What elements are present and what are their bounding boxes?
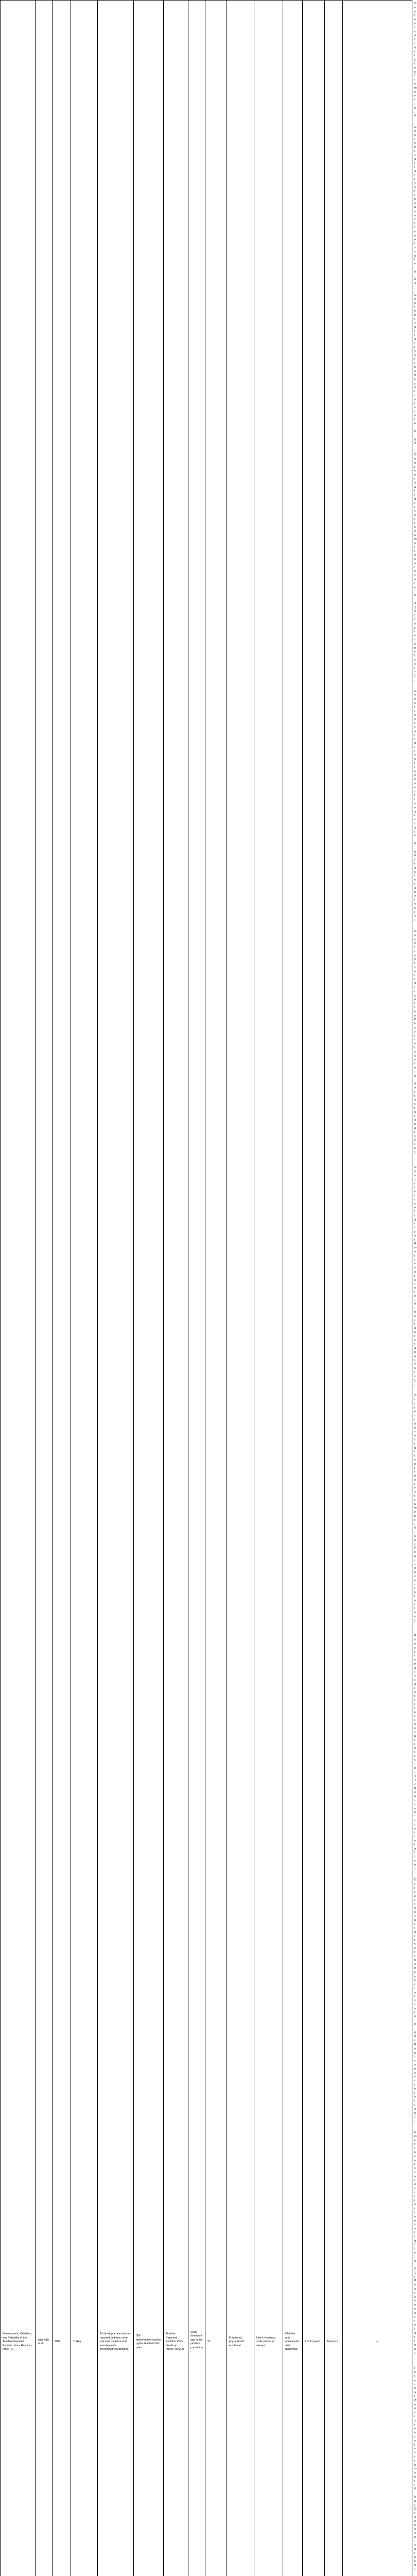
cell-authors: Yağcıoğlu et al. <box>36 1 53 2576</box>
cell-construct: Vocal disadvantage in the pediatric population. <box>188 1 205 2576</box>
cell-year: 2022 <box>53 1 71 2576</box>
cell-respondents: Teachers <box>325 1 343 2576</box>
cell-age: 4 to 11 years <box>303 1 325 2576</box>
reference-link[interactable]: [21] <box>10 2348 14 2351</box>
cell-country: Turkey <box>71 1 98 2576</box>
cell-reliability: — <box>343 1 412 2576</box>
study-title: Development, Validation, and Reliability of the Teacher-Reported Pediatric Voice Handicap Index <box>3 2332 32 2351</box>
cell-title <box>1 1 36 2576</box>
cell-domains: Functional, physical and emotional <box>227 1 254 2576</box>
cell-aim: To develop a new teacher-reported pediatric voice outcome measure and investigate its psychometric properties. <box>98 1 134 2576</box>
cell-sample: 306 father/mother/son/daughter/teacher/child pairs <box>134 1 164 2576</box>
table-row: Development, Validation, and Reliability of the Teacher-Reported Pediatric Voice Handicap Index [21] Yağcıoğlu et al. 2022 Turkey To develop a new teacher-reported pediatric voice outcome measure and investigate its psychometric properties. 306 father/mother/son/daughter/teacher/child pairs Teacher-Reported Pediatric Voice Handicap Index(TRPVHI) Vocal disadvantage in the pediatric population. 27 Functional, physical and emotional Likert frequency scale (never to always) Children and adolescents with dysphonia 4 to 11 years Teachers — Content validity Instrument: 0.9 Content validity of the Functional scale: 0.89 Content validity of the Physical scale: 0.89 Content validity of the Emotional scale: 0.923 (factor analysis). Construct validity of the Functional scale: 0.96 (factor analysis) Construct validity of the Physical scale: 0.94 (factor analysis). Construct validity of Emotional scale: 0.96 (factor analysis). Criterion validity of the instrument: 0.65 (Pearson correlation). Functional scale criterion validity: 0.47 (Pearson's correlation) Criterion validity of the Physical scale: 0.68 (Pearson correlation). Emotional scale criterion validity: 0.51 (Pearson correlation). Internal Consistency Instrument: 0.98 (Cronbach's alpha) <box>1 1 412 2576</box>
cell-population: Children and adolescents with dysphonia <box>283 1 303 2576</box>
cell-items: 27 <box>205 1 227 2576</box>
cell-response-scale: Likert frequency scale (never to always) <box>254 1 283 2576</box>
cell-instrument: Teacher-Reported Pediatric Voice Handicap Index(TRPVHI) <box>164 1 188 2576</box>
